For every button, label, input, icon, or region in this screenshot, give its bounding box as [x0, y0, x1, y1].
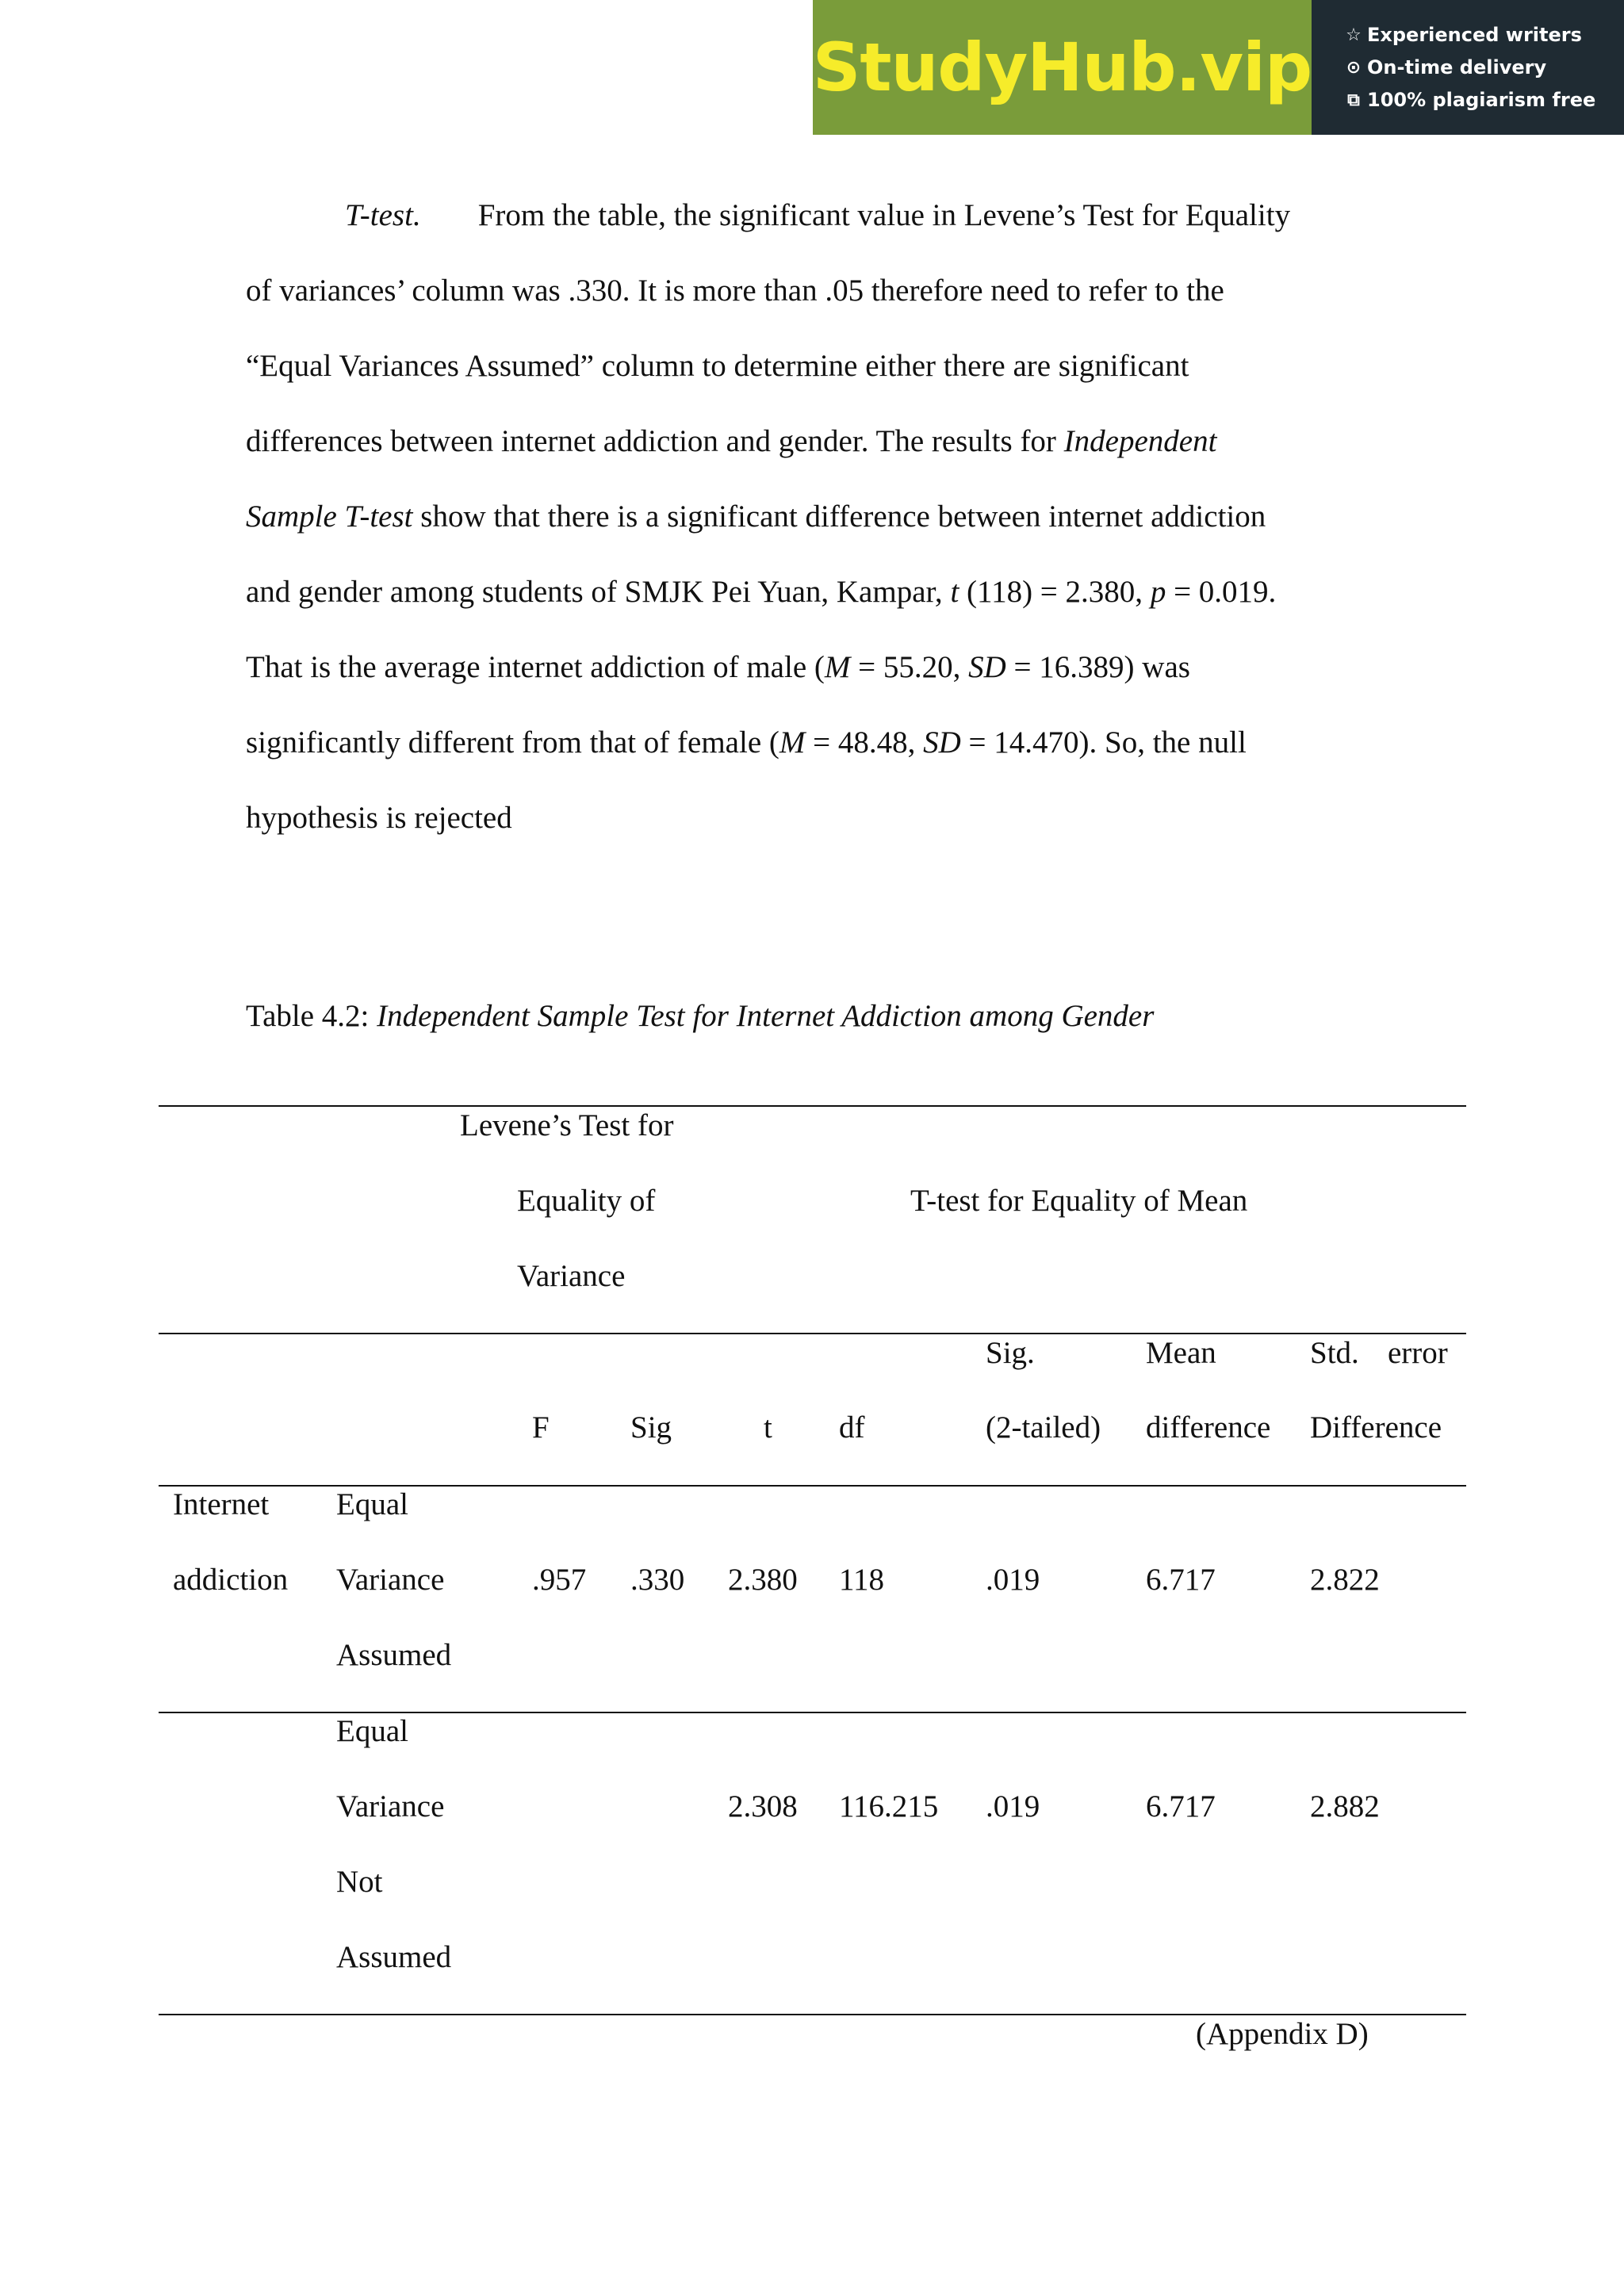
paragraph-line [246, 416, 1379, 492]
text-run: = 0.019. [1174, 575, 1277, 609]
cell-std: 2.882 [1310, 1789, 1380, 1823]
logo-text: StudyHub.vip [812, 29, 1312, 106]
text-run: That is the average internet addiction of male ( [246, 650, 825, 684]
cell-sig: .330 [630, 1563, 685, 1597]
row-label: Not [336, 1865, 383, 1899]
clock-icon: ⊙ [1346, 57, 1362, 78]
row-label: Assumed [336, 1940, 452, 1974]
header-rule [159, 1333, 1466, 1334]
column-header-mean: Mean [1146, 1336, 1216, 1370]
row-label: Variance [336, 1563, 445, 1597]
feature-plagiarism-free [1343, 84, 1624, 117]
text-run: show that there is a significant difference between internet addiction [420, 499, 1266, 534]
cell-t: 2.308 [728, 1789, 798, 1823]
column-header-f: F [532, 1410, 550, 1445]
row-label: Variance [336, 1789, 445, 1823]
paragraph-line [246, 492, 1379, 567]
feature-on-time-delivery [1343, 52, 1624, 84]
cell-sig2: .019 [986, 1563, 1040, 1597]
studyhub-logo[interactable] [813, 0, 1312, 135]
copy-icon: ⧉ [1347, 90, 1360, 110]
levene-header: Equality of [517, 1184, 656, 1218]
cell-mean: 6.717 [1146, 1563, 1216, 1597]
column-header-std: error [1388, 1336, 1448, 1370]
cell-f: .957 [532, 1563, 587, 1597]
caption-title: Independent Sample Test for Internet Addiction among Gender [377, 999, 1155, 1033]
column-header-mean: difference [1146, 1410, 1271, 1445]
text-run: hypothesis is rejected [246, 801, 512, 835]
text-run: and gender among students of SMJK Pei Yuan, Kampar, [246, 575, 943, 609]
cell-mean: 6.717 [1146, 1789, 1216, 1823]
run-in-heading: T-test. [345, 198, 421, 232]
text-run: = 14.470). So, the null [968, 725, 1247, 760]
text-run: = 55.20, [858, 650, 961, 684]
table-top-rule [159, 1105, 1466, 1107]
paragraph-line [246, 341, 1379, 416]
row-separator-rule [159, 1712, 1466, 1713]
text-run-italic: Independent [1063, 424, 1217, 458]
column-header-std: Std. [1310, 1336, 1359, 1370]
stat-symbol: SD [968, 650, 1006, 684]
cell-sig2: .019 [986, 1789, 1040, 1823]
paragraph-line [246, 642, 1379, 718]
banner-features [1312, 0, 1624, 135]
body-paragraph [246, 190, 1379, 868]
feature-label: 100% plagiarism free [1367, 89, 1596, 111]
stat-symbol: t [950, 575, 959, 609]
row-label: Equal [336, 1487, 408, 1521]
star-outline-icon: ☆ [1346, 25, 1362, 45]
levene-header: Variance [517, 1259, 626, 1293]
variable-label: Internet [173, 1487, 270, 1521]
table-caption [246, 998, 1154, 1034]
text-run: differences between internet addiction and gender. The results for [246, 424, 1056, 458]
paragraph-line [246, 190, 1379, 266]
cell-df: 118 [839, 1563, 885, 1597]
text-run: From the table, the significant value in Levene’s Test for Equality [477, 198, 1291, 232]
feature-label: Experienced writers [1367, 24, 1582, 46]
levene-header: Levene’s Test for [460, 1108, 674, 1142]
stat-symbol: M [824, 650, 851, 684]
paragraph-line [246, 793, 1379, 868]
row-label: Assumed [336, 1638, 452, 1672]
column-header-df: df [839, 1410, 865, 1445]
stat-symbol: SD [923, 725, 961, 760]
text-run: “Equal Variances Assumed” column to determine either there are significant [246, 349, 1189, 383]
cell-t: 2.380 [728, 1563, 798, 1597]
stat-symbol: p [1150, 575, 1166, 609]
cell-df: 116.215 [839, 1789, 939, 1823]
column-header-t: t [764, 1410, 772, 1445]
column-header-sig2: (2-tailed) [986, 1410, 1101, 1445]
paragraph-line [246, 567, 1379, 642]
cell-std: 2.822 [1310, 1563, 1380, 1597]
text-run-italic: Sample T-test [246, 499, 413, 534]
row-label: Equal [336, 1714, 408, 1748]
text-run: (118) = 2.380, [967, 575, 1143, 609]
feature-label: On-time delivery [1367, 56, 1547, 78]
studyhub-banner[interactable] [813, 0, 1624, 135]
caption-label: Table 4.2: [246, 999, 370, 1033]
stat-symbol: M [779, 725, 806, 760]
column-header-sig2: Sig. [986, 1336, 1035, 1370]
variable-label: addiction [173, 1563, 289, 1597]
header-bottom-rule [159, 1485, 1466, 1487]
source-note: (Appendix D) [1196, 2017, 1369, 2051]
text-run: = 48.48, [813, 725, 916, 760]
feature-experienced-writers [1343, 19, 1624, 52]
column-header-std: Difference [1310, 1410, 1442, 1445]
text-run: of variances’ column was .330. It is more than .05 therefore need to refer to the [246, 274, 1224, 308]
text-run: significantly different from that of female ( [246, 725, 779, 760]
table-bottom-rule [159, 2014, 1466, 2015]
column-header-sig: Sig [630, 1410, 672, 1445]
paragraph-line [246, 718, 1379, 793]
text-run: = 16.389) was [1013, 650, 1190, 684]
ttest-header: T-test for Equality of Mean [910, 1184, 1248, 1218]
paragraph-line [246, 266, 1379, 341]
